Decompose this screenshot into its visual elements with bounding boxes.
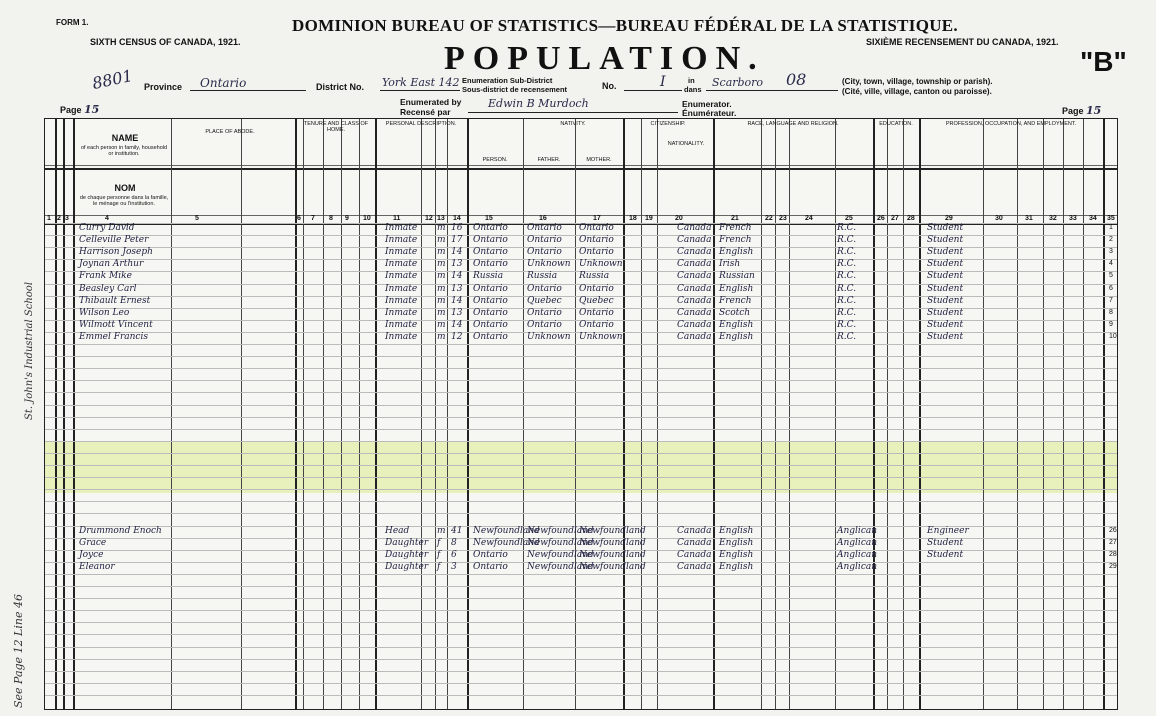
row-line <box>45 610 1117 611</box>
cell-race: English <box>719 283 754 294</box>
column-number: 2 <box>57 215 61 222</box>
column-number: 6 <box>297 215 301 222</box>
row-line <box>45 586 1117 587</box>
cell-age: 14 <box>451 319 463 330</box>
cell-b1: Ontario <box>473 295 508 306</box>
cell-race: French <box>719 295 752 306</box>
row-number: 8 <box>1109 308 1113 316</box>
form-label: FORM 1. <box>56 18 89 27</box>
row-line <box>45 695 1117 696</box>
cell-occ: Student <box>927 247 964 258</box>
cell-occ: Student <box>927 319 964 330</box>
cell-b3: Ontario <box>579 283 614 294</box>
cell-nat: Canada <box>677 307 712 318</box>
cell-nat: Canada <box>677 223 712 233</box>
row-line <box>45 380 1117 381</box>
row-number: 6 <box>1109 284 1113 292</box>
cell-age: 41 <box>451 525 463 536</box>
column-number: 21 <box>731 215 739 222</box>
column-number: 32 <box>1049 215 1057 222</box>
cell-sex: m <box>437 307 446 318</box>
cell-name: Frank Mike <box>79 271 132 282</box>
cell-nat: Canada <box>677 561 712 572</box>
cell-rel2: R.C. <box>837 283 857 294</box>
cell-rel: Inmate <box>385 331 418 342</box>
cell-b1: Ontario <box>473 283 508 294</box>
subdistrict-label-fr: Sous-district de recensement <box>462 85 568 94</box>
cell-nat: Canada <box>677 259 712 270</box>
cell-b3: Russia <box>579 271 610 282</box>
occupation-header: PROFESSION, OCCUPATION, AND EMPLOYMENT. <box>945 121 1077 127</box>
cell-b2: Newfoundland <box>527 549 594 560</box>
cell-occ: Student <box>927 283 964 294</box>
row-number: 27 <box>1109 538 1117 546</box>
row-number: 26 <box>1109 526 1117 534</box>
cell-age: 13 <box>451 307 463 318</box>
cell-name: Thibault Ernest <box>79 295 151 306</box>
cell-b2: Newfoundland <box>527 561 594 572</box>
cell-rel2: R.C. <box>837 319 857 330</box>
cell-occ: Student <box>927 549 964 560</box>
cell-rel2: Anglican <box>837 537 878 548</box>
cell-age: 13 <box>451 259 463 270</box>
census-table <box>44 118 1118 710</box>
column-number: 26 <box>877 215 885 222</box>
cell-rel: Daughter <box>385 549 429 560</box>
cell-b3: Ontario <box>579 247 614 258</box>
cell-b3: Newfoundland <box>579 537 646 548</box>
cell-race: English <box>719 537 754 548</box>
cell-nat: Canada <box>677 271 712 282</box>
cell-name: Harrison Joseph <box>79 247 153 258</box>
cell-b1: Russia <box>473 271 504 282</box>
cell-b2: Unknown <box>527 331 571 342</box>
column-number: 29 <box>945 215 953 222</box>
cell-rel2: R.C. <box>837 223 857 233</box>
row-line <box>45 501 1117 502</box>
cell-nat: Canada <box>677 537 712 548</box>
cell-age: 12 <box>451 331 463 342</box>
cell-occ: Student <box>927 223 964 233</box>
cell-nat: Canada <box>677 247 712 258</box>
place-code: 08 <box>786 70 807 89</box>
cell-rel: Inmate <box>385 283 418 294</box>
row-line <box>45 429 1117 430</box>
in-label: in <box>688 76 695 85</box>
row-line <box>45 513 1117 514</box>
cell-occ: Student <box>927 537 964 548</box>
education-header: EDUCATION. <box>879 121 913 127</box>
cell-b3: Newfoundland <box>579 561 646 572</box>
cell-name: Grace <box>79 537 107 548</box>
cell-rel2: R.C. <box>837 271 857 282</box>
row-line <box>45 634 1117 635</box>
page-label-right: Page 15 <box>1062 104 1102 117</box>
row-number: 4 <box>1109 260 1113 268</box>
enumerated-label-en: Enumerated by <box>400 97 462 107</box>
cell-nat: Canada <box>677 319 712 330</box>
cell-sex: m <box>437 235 446 246</box>
cell-b2: Quebec <box>527 295 562 306</box>
cell-rel2: Anglican <box>837 549 878 560</box>
cell-b2: Ontario <box>527 247 562 258</box>
column-number: 33 <box>1069 215 1077 222</box>
cell-name: Beasley Carl <box>79 283 137 294</box>
row-number: 10 <box>1109 332 1117 340</box>
cell-nat: Canada <box>677 295 712 306</box>
mother-header: MOTHER. <box>586 157 612 163</box>
column-number: 11 <box>393 215 401 222</box>
cell-b3: Ontario <box>579 319 614 330</box>
column-number: 9 <box>345 215 349 222</box>
place-value: Scarboro <box>712 76 764 89</box>
cell-sex: m <box>437 331 446 342</box>
district-label: District No. <box>316 82 365 92</box>
row-line <box>45 489 1117 490</box>
cell-occ: Student <box>927 331 964 342</box>
column-number: 34 <box>1089 215 1097 222</box>
cell-rel: Inmate <box>385 235 418 246</box>
cell-b1: Ontario <box>473 331 508 342</box>
cell-rel: Inmate <box>385 319 418 330</box>
column-number: 20 <box>675 215 683 222</box>
row-line <box>45 622 1117 623</box>
cell-race: English <box>719 247 754 258</box>
cell-sex: m <box>437 223 446 233</box>
cell-rel2: R.C. <box>837 235 857 246</box>
column-number: 5 <box>195 215 199 222</box>
cell-b1: Ontario <box>473 549 508 560</box>
cell-rel2: R.C. <box>837 307 857 318</box>
row-line <box>45 659 1117 660</box>
cell-race: English <box>719 561 754 572</box>
cell-rel: Inmate <box>385 307 418 318</box>
cell-race: Irish <box>719 259 741 270</box>
column-number: 14 <box>453 215 461 222</box>
cell-sex: m <box>437 271 446 282</box>
cell-rel: Daughter <box>385 561 429 572</box>
row-line <box>45 392 1117 393</box>
cell-b2: Ontario <box>527 283 562 294</box>
column-number: 35 <box>1107 215 1115 222</box>
cell-age: 3 <box>451 561 457 572</box>
cell-name: Eleanor <box>79 561 115 572</box>
cell-rel2: R.C. <box>837 331 857 342</box>
column-number: 17 <box>593 215 601 222</box>
cell-b1: Ontario <box>473 223 508 233</box>
bureau-title: DOMINION BUREAU OF STATISTICS—BUREAU FÉDÉRAL DE LA STATISTIQUE. <box>292 16 958 35</box>
stamp-number: 8801 <box>90 65 135 94</box>
place-of-abode-header: PLACE OF ABODE. <box>205 129 255 135</box>
cell-name: Joynan Arthur <box>79 259 144 270</box>
page-number-left: 15 <box>84 103 100 116</box>
subdistrict-label-en: Enumeration Sub-District <box>462 76 553 85</box>
no-value: I <box>660 74 666 90</box>
personal-header: PERSONAL DESCRIPTION. <box>385 121 457 127</box>
district-value: York East 142 <box>382 76 460 89</box>
cell-nat: Canada <box>677 235 712 246</box>
cell-b1: Ontario <box>473 561 508 572</box>
row-line <box>45 453 1117 454</box>
cell-race: English <box>719 525 754 536</box>
cell-occ: Student <box>927 271 964 282</box>
row-number: 9 <box>1109 320 1113 328</box>
cell-b1: Ontario <box>473 307 508 318</box>
cell-occ: Student <box>927 295 964 306</box>
cell-b3: Ontario <box>579 223 614 233</box>
cell-sex: m <box>437 283 446 294</box>
nativity-header: NATIVITY. <box>560 121 586 127</box>
name-header-fr: NOM <box>114 183 136 193</box>
cell-b2: Ontario <box>527 223 562 233</box>
cell-rel: Inmate <box>385 295 418 306</box>
column-number: 7 <box>311 215 315 222</box>
column-number: 30 <box>995 215 1003 222</box>
cell-race: French <box>719 223 752 233</box>
cell-occ: Engineer <box>927 525 969 536</box>
cell-race: Russian <box>719 271 755 282</box>
name-header-en: NAME <box>111 133 139 143</box>
row-line <box>45 647 1117 648</box>
row-line <box>45 441 1117 442</box>
column-number: 12 <box>425 215 433 222</box>
enumerator-value: Edwin B Murdoch <box>488 97 589 110</box>
no-label: No. <box>602 81 617 91</box>
row-line <box>45 683 1117 684</box>
tenure-header: TENURE AND CLASS OF HOME. <box>303 121 369 133</box>
row-line <box>45 405 1117 406</box>
enumerator-label-en: Enumerator. <box>682 99 732 109</box>
cell-rel: Head <box>385 525 410 536</box>
census-title-fr: SIXIÈME RECENSEMENT DU CANADA, 1921. <box>866 37 1059 47</box>
person-header: PERSON. <box>482 157 508 163</box>
row-number: 29 <box>1109 562 1117 570</box>
cell-name: Drummond Enoch <box>79 525 162 536</box>
cell-b2: Russia <box>527 271 558 282</box>
row-number: 5 <box>1109 272 1113 280</box>
cell-race: French <box>719 235 752 246</box>
cell-age: 14 <box>451 247 463 258</box>
row-line <box>45 671 1117 672</box>
cell-age: 6 <box>451 549 457 560</box>
name-desc-en: of each person in family, household or institution. <box>80 145 168 157</box>
column-number: 25 <box>845 215 853 222</box>
column-number: 31 <box>1025 215 1033 222</box>
row-line <box>45 344 1117 345</box>
cell-rel2: Anglican <box>837 525 878 536</box>
cell-b3: Newfoundland <box>579 525 646 536</box>
page-label-left: Page 15 <box>60 103 100 116</box>
cell-name: Wilson Leo <box>79 307 130 318</box>
cell-b1: Ontario <box>473 259 508 270</box>
row-number: 3 <box>1109 248 1113 256</box>
dans-label: dans <box>684 85 702 94</box>
cell-name: Emmel Francis <box>79 331 148 342</box>
cell-race: English <box>719 549 754 560</box>
cell-sex: m <box>437 247 446 258</box>
cell-b2: Ontario <box>527 235 562 246</box>
cell-nat: Canada <box>677 283 712 294</box>
cell-b1: Ontario <box>473 319 508 330</box>
margin-note-bottom: See Page 12 Line 46 <box>12 594 25 708</box>
cell-b2: Ontario <box>527 319 562 330</box>
cell-rel: Inmate <box>385 223 418 233</box>
cell-race: Scotch <box>719 307 751 318</box>
column-number: 1 <box>47 215 51 222</box>
page-title: POPULATION. <box>444 40 765 77</box>
cell-sex: m <box>437 319 446 330</box>
row-line <box>45 417 1117 418</box>
cell-occ: Student <box>927 259 964 270</box>
citizenship-header: CITIZENSHIP. <box>650 121 686 127</box>
census-title-en: SIXTH CENSUS OF CANADA, 1921. <box>90 37 241 47</box>
column-number: 24 <box>805 215 813 222</box>
cell-occ: Student <box>927 307 964 318</box>
cell-sex: m <box>437 259 446 270</box>
cell-rel: Inmate <box>385 271 418 282</box>
province-value: Ontario <box>200 76 247 90</box>
father-header: FATHER. <box>537 157 561 163</box>
cell-b2: Newfoundland <box>527 537 594 548</box>
cell-b3: Unknown <box>579 259 623 270</box>
cell-race: English <box>719 319 754 330</box>
row-line <box>45 574 1117 575</box>
cell-rel2: R.C. <box>837 247 857 258</box>
name-desc-fr: de chaque personne dans la famille, le ménage ou l'institution. <box>79 195 169 207</box>
row-line <box>45 465 1117 466</box>
cell-age: 8 <box>451 537 457 548</box>
cell-age: 14 <box>451 295 463 306</box>
cell-rel2: R.C. <box>837 259 857 270</box>
column-number: 8 <box>329 215 333 222</box>
enumerated-label-fr: Recensé par <box>400 107 451 117</box>
cell-sex: m <box>437 295 446 306</box>
cell-name: Curry David <box>79 223 135 233</box>
cell-age: 17 <box>451 235 463 246</box>
column-number: 10 <box>363 215 371 222</box>
cell-occ: Student <box>927 235 964 246</box>
province-label: Province <box>144 82 183 92</box>
highlighted-family-rows <box>45 441 1117 493</box>
cell-b1: Newfoundland <box>473 525 540 536</box>
cell-sex: f <box>437 537 441 548</box>
nationality-header: NATIONALITY. <box>667 141 705 147</box>
row-number: 28 <box>1109 550 1117 558</box>
cell-rel2: R.C. <box>837 295 857 306</box>
column-number: 3 <box>65 215 69 222</box>
cell-age: 16 <box>451 223 463 233</box>
cell-b3: Quebec <box>579 295 614 306</box>
cell-rel: Daughter <box>385 537 429 548</box>
cell-nat: Canada <box>677 525 712 536</box>
race-header: RACE, LANGUAGE AND RELIGION. <box>747 121 839 127</box>
column-number: 22 <box>765 215 773 222</box>
cell-age: 13 <box>451 283 463 294</box>
column-number: 4 <box>105 215 109 222</box>
row-line <box>45 356 1117 357</box>
column-number: 18 <box>629 215 637 222</box>
cell-race: English <box>719 331 754 342</box>
cell-rel: Inmate <box>385 259 418 270</box>
column-number: 13 <box>437 215 445 222</box>
cell-b3: Newfoundland <box>579 549 646 560</box>
column-number: 23 <box>779 215 787 222</box>
cell-rel: Inmate <box>385 247 418 258</box>
cell-nat: Canada <box>677 549 712 560</box>
cell-b1: Ontario <box>473 235 508 246</box>
enumerator-label-fr: Énumérateur. <box>682 108 737 118</box>
column-number: 28 <box>907 215 915 222</box>
column-number: 16 <box>539 215 547 222</box>
cell-sex: m <box>437 525 446 536</box>
cell-name: Celleville Peter <box>79 235 149 246</box>
cell-age: 14 <box>451 271 463 282</box>
row-number: 7 <box>1109 296 1113 304</box>
row-line <box>45 598 1117 599</box>
place-note-fr: (Cité, ville, village, canton ou paroisse). <box>842 87 992 96</box>
cell-b2: Newfoundland <box>527 525 594 536</box>
cell-b2: Ontario <box>527 307 562 318</box>
cell-sex: f <box>437 561 441 572</box>
cell-b1: Newfoundland <box>473 537 540 548</box>
column-number: 15 <box>485 215 493 222</box>
cell-b2: Unknown <box>527 259 571 270</box>
row-number: 1 <box>1109 224 1113 231</box>
cell-b3: Unknown <box>579 331 623 342</box>
row-line <box>45 368 1117 369</box>
page-number-right: 15 <box>1086 104 1102 117</box>
column-number: 27 <box>891 215 899 222</box>
cell-b3: Ontario <box>579 235 614 246</box>
column-number: 19 <box>645 215 653 222</box>
row-number: 2 <box>1109 236 1113 244</box>
cell-rel2: Anglican <box>837 561 878 572</box>
cell-name: Wilmott Vincent <box>79 319 153 330</box>
schedule-letter: "B" <box>1080 46 1127 77</box>
cell-sex: f <box>437 549 441 560</box>
place-note-en: (City, town, village, township or parish). <box>842 77 993 86</box>
cell-b1: Ontario <box>473 247 508 258</box>
row-line <box>45 477 1117 478</box>
cell-b3: Ontario <box>579 307 614 318</box>
cell-nat: Canada <box>677 331 712 342</box>
cell-name: Joyce <box>79 549 104 560</box>
margin-note: St. John's Industrial School <box>24 281 35 420</box>
